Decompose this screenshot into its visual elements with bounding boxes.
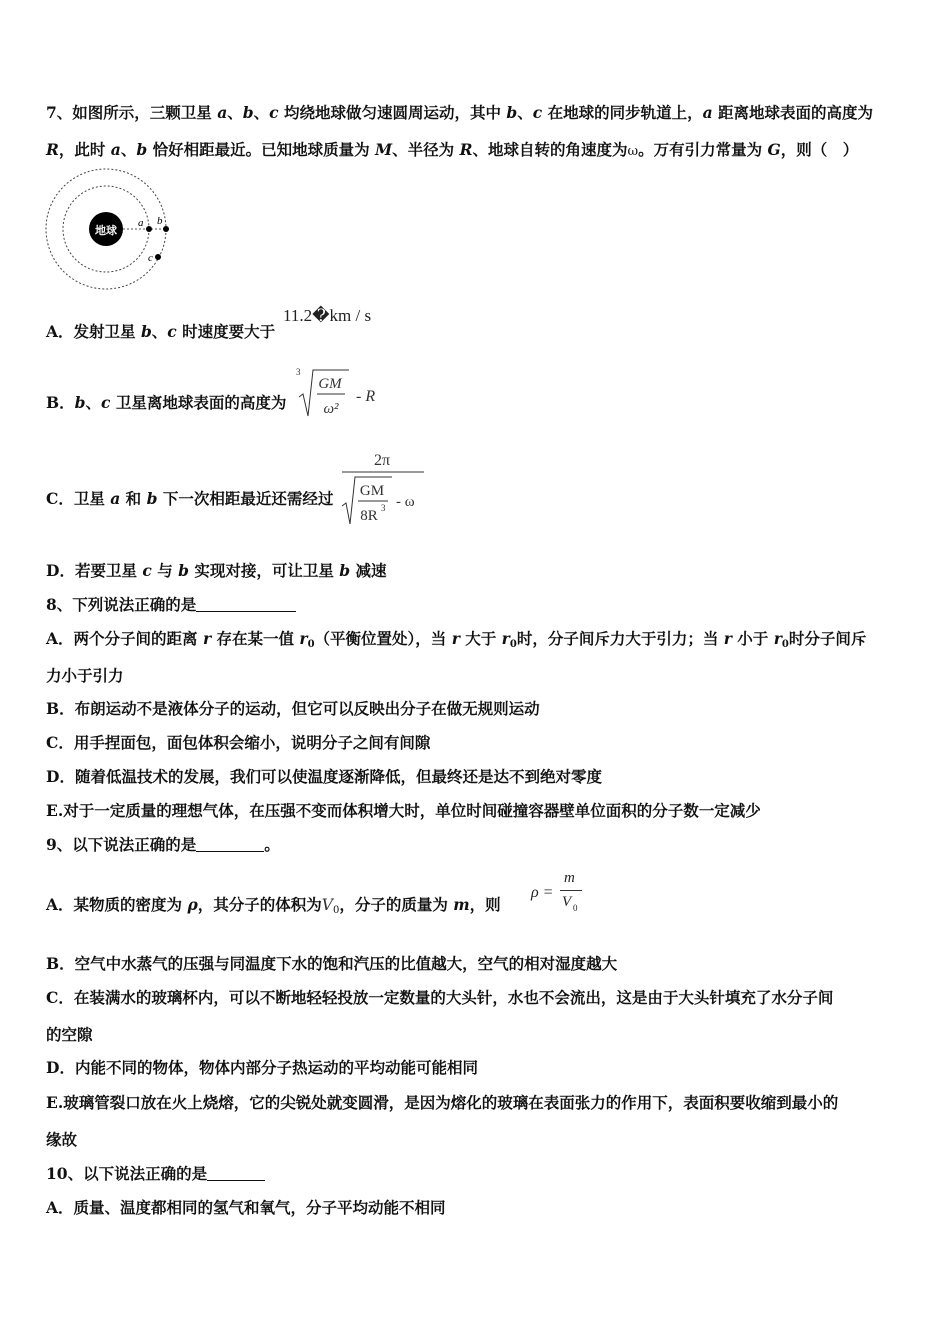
- svg-text:GM: GM: [359, 483, 385, 499]
- satellite-c-label: c: [148, 252, 153, 264]
- answer-blank[interactable]: [196, 597, 296, 612]
- orbit-diagram: [40, 168, 180, 293]
- q7-option-c-formula: [338, 448, 428, 528]
- satellite-b: [163, 226, 169, 232]
- svg-text:8R: 8R: [360, 508, 378, 524]
- satellite-c: [155, 254, 161, 260]
- svg-text:2π: 2π: [373, 452, 391, 469]
- answer-blank[interactable]: [196, 837, 264, 852]
- q9-title: 9、以下说法正确的是 。: [46, 835, 280, 854]
- q8-title: 8、下列说法正确的是: [46, 595, 910, 615]
- q9-option-a-formula: ρ = m V 0: [531, 870, 591, 920]
- svg-text:3: 3: [381, 503, 386, 513]
- q7-stem-line2: R，此时 a、b 恰好相距最近。已知地球质量为 M、半径为 R、地球自转的角速度为ω。万有引力常量为 G，则（ ）: [46, 140, 859, 159]
- svg-text:- ω: - ω: [396, 494, 415, 510]
- q7-option-b: B．b、c 卫星离地球表面的高度为: [46, 393, 287, 412]
- q9-option-d: D．内能不同的物体，物体内部分子热运动的平均动能可能相同: [46, 1058, 478, 1077]
- q9-option-c-line2: 的空隙: [46, 1025, 93, 1044]
- q7-option-d: D．若要卫星 c 与 b 实现对接，可让卫星 b 减速: [46, 561, 387, 580]
- q7-option-b-formula: [293, 364, 393, 422]
- q9-option-e-line1: E.玻璃管裂口放在火上烧熔，它的尖锐处就变圆滑，是因为熔化的玻璃在表面张力的作用下，表面积要收缩到最小的: [46, 1093, 839, 1112]
- svg-text:ω²: ω²: [323, 401, 339, 417]
- q9-option-b: B．空气中水蒸气的压强与同温度下水的饱和汽压的比值越大，空气的相对湿度越大: [46, 954, 618, 973]
- q9-option-e-line2: 缘故: [46, 1130, 78, 1149]
- q7-option-a-value: 11.2�km / s: [283, 306, 372, 325]
- q7-stem-line1: 7、如图所示，三颗卫星 a、b、c 均绕地球做匀速圆周运动，其中 b、c 在地球的同步轨道上，a 距离地球表面的高度为: [46, 103, 874, 122]
- q8-option-c: C．用手捏面包，面包体积会缩小，说明分子之间有间隙: [46, 733, 431, 752]
- q10-title: 10、以下说法正确的是: [46, 1164, 910, 1184]
- svg-text:- R: - R: [356, 388, 376, 405]
- svg-text:GM: GM: [318, 376, 342, 392]
- q8-option-a-line2: 力小于引力: [46, 666, 124, 685]
- q8-option-e: E.对于一定质量的理想气体，在压强不变而体积增大时，单位时间碰撞容器壁单位面积的分子数一定减少: [46, 801, 761, 820]
- q8-option-a-line1: A．两个分子间的距离 r 存在某一值 $r_0$（平衡位置处），当 r 大于 $r_0$时，分子间斥力大于引力；当 r 小于 $r_0$时分子间斥: [46, 629, 867, 650]
- q10-option-a: A．质量、温度都相同的氢气和氧气，分子平均动能不相同: [46, 1198, 446, 1217]
- earth-label: 地球: [95, 225, 117, 237]
- q9-option-c-line1: C．在装满水的玻璃杯内，可以不断地轻轻投放一定数量的大头针，水也不会流出，这是由于大头针填充了水分子间: [46, 988, 834, 1007]
- svg-text:3: 3: [296, 367, 301, 377]
- satellite-a-label: a: [138, 217, 144, 229]
- q8-option-d: D．随着低温技术的发展，我们可以使温度逐渐降低，但最终还是达不到绝对零度: [46, 767, 602, 786]
- q9-option-a: A．某物质的密度为 ρ，其分子的体积为$V_0$，分子的质量为 m，则: [46, 895, 501, 916]
- satellite-a: [146, 226, 152, 232]
- q8-option-b: B．布朗运动不是液体分子的运动，但它可以反映出分子在做无规则运动: [46, 699, 540, 718]
- satellite-b-label: b: [157, 215, 163, 227]
- q7-option-a: A．发射卫星 b、c 时速度要大于: [46, 322, 276, 341]
- q7-option-c: C．卫星 a 和 b 下一次相距最近还需经过: [46, 489, 334, 508]
- answer-blank[interactable]: [207, 1166, 265, 1181]
